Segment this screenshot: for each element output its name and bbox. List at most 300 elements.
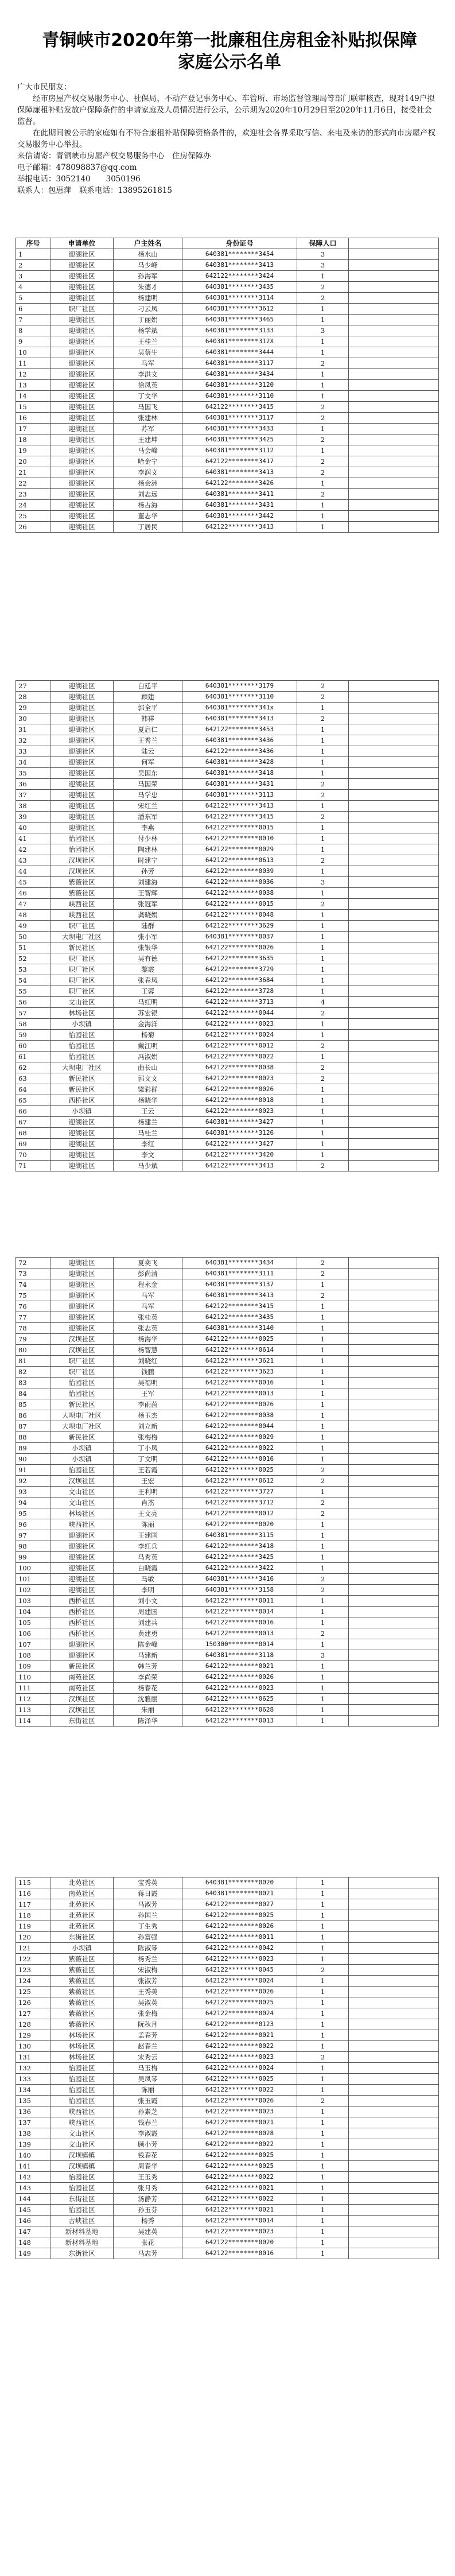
table-cell: 1: [297, 1705, 349, 1716]
table-cell: 李燕: [114, 823, 182, 833]
table-cell: 迎湖社区: [50, 1117, 114, 1128]
table-cell: 105: [16, 1617, 50, 1628]
table-cell: [349, 833, 439, 844]
table-cell: 紫薇社区: [50, 1954, 114, 1965]
table-cell: [349, 424, 439, 434]
table-cell: [349, 1921, 439, 1932]
table-row: [16, 1062, 439, 1073]
table-cell: 马军: [114, 1301, 182, 1312]
table-cell: 642122********0011: [182, 1932, 297, 1943]
table-cell: [349, 1954, 439, 1965]
table-cell: 迎湖社区: [50, 1541, 114, 1552]
table-cell: 1: [297, 336, 349, 347]
table-cell: 丁文华: [114, 391, 182, 402]
table-cell: 迎湖社区: [50, 369, 114, 380]
table-cell: 116: [16, 1888, 50, 1899]
table-cell: 81: [16, 1356, 50, 1367]
table-cell: [349, 2183, 439, 2194]
table-row: [16, 1161, 439, 1171]
table-cell: 1: [297, 910, 349, 921]
table-cell: 迎湖社区: [50, 746, 114, 757]
table-cell: 迎湖社区: [50, 1552, 114, 1563]
table-cell: 1: [297, 833, 349, 844]
table-cell: 2: [297, 855, 349, 866]
table-row: [16, 1388, 439, 1399]
table-cell: [349, 1443, 439, 1454]
table-cell: 640381********3436: [182, 735, 297, 746]
table-cell: [349, 1301, 439, 1312]
table-row: [16, 1639, 439, 1650]
table-cell: 2: [297, 1008, 349, 1019]
table-row: [16, 1095, 439, 1106]
table-cell: 吴福明: [114, 1378, 182, 1388]
table-row: [16, 1312, 439, 1323]
table-cell: 孙海军: [114, 271, 182, 282]
table-cell: 夏启仁: [114, 724, 182, 735]
table-row: [16, 1530, 439, 1541]
table-row: [16, 1030, 439, 1041]
table-cell: 642122********0038: [182, 1062, 297, 1073]
notice-paragraph-1: 经市房屋产权交易服务中心、社保局、不动产登记事务中心、车管所、市场监督管理局等部门联审核查，现对149户拟保障廉租补贴发放户保障条件的申请家庭及人员情况进行公示，公示期为2020年10月29日至2020年11月6日，接受社会监督。: [17, 94, 435, 126]
roster-table: [15, 680, 439, 1171]
table-cell: 迎湖社区: [50, 735, 114, 746]
table-cell: 新民社区: [50, 942, 114, 953]
table-row: [16, 986, 439, 997]
table-cell: 640381********3416: [182, 1574, 297, 1585]
table-cell: 144: [16, 2194, 50, 2205]
table-cell: 1: [297, 964, 349, 975]
table-cell: 58: [16, 1019, 50, 1030]
table-cell: 职厂社区: [50, 986, 114, 997]
table-cell: [349, 921, 439, 932]
table-cell: 640381********3413: [182, 467, 297, 478]
table-cell: 迎湖社区: [50, 315, 114, 325]
table-cell: 张月秀: [114, 2183, 182, 2194]
table-cell: 92: [16, 1476, 50, 1487]
table-cell: 642122********0025: [182, 1334, 297, 1345]
table-cell: 642122********0013: [182, 1628, 297, 1639]
table-cell: 迎湖社区: [50, 1128, 114, 1139]
table-cell: 李洪文: [114, 369, 182, 380]
table-cell: 夏奕飞: [114, 1258, 182, 1268]
table-cell: 迎湖社区: [50, 779, 114, 790]
table-row: [16, 1290, 439, 1301]
table-cell: [349, 2128, 439, 2139]
table-cell: [349, 2096, 439, 2106]
table-cell: [349, 801, 439, 812]
table-cell: 迎湖社区: [50, 801, 114, 812]
table-cell: [349, 768, 439, 779]
table-cell: 111: [16, 1683, 50, 1694]
table-cell: 38: [16, 801, 50, 812]
table-cell: 梁彩群: [114, 1084, 182, 1095]
table-cell: 2: [297, 2052, 349, 2063]
table-cell: 642122********0010: [182, 833, 297, 844]
table-cell: 峡西社区: [50, 2117, 114, 2128]
table-cell: 642122********0025: [182, 2161, 297, 2172]
table-cell: 14: [16, 391, 50, 402]
table-cell: 77: [16, 1312, 50, 1323]
table-row: [16, 282, 439, 293]
table-row: [16, 768, 439, 779]
table-cell: [349, 812, 439, 823]
table-cell: [349, 1421, 439, 1432]
column-header: [349, 238, 439, 249]
table-cell: 1: [297, 1694, 349, 1705]
table-cell: 1: [297, 511, 349, 522]
table-cell: 642122********0023: [182, 2226, 297, 2237]
table-row: [16, 424, 439, 434]
table-row: [16, 249, 439, 260]
table-cell: 文山社区: [50, 1498, 114, 1508]
table-cell: [349, 2139, 439, 2150]
table-row: [16, 1073, 439, 1084]
table-cell: 紫薇社区: [50, 2008, 114, 2019]
table-cell: 640381********3112: [182, 445, 297, 456]
table-cell: 642122********0014: [182, 1607, 297, 1617]
table-cell: 马国荣: [114, 779, 182, 790]
table-cell: 1: [297, 1617, 349, 1628]
table-cell: 70: [16, 1150, 50, 1161]
table-cell: 642122********0625: [182, 1694, 297, 1705]
table-cell: [349, 2172, 439, 2183]
table-cell: 杨玉杰: [114, 1410, 182, 1421]
table-cell: 杨占海: [114, 500, 182, 511]
roster-table: [15, 238, 439, 533]
table-cell: [349, 986, 439, 997]
table-cell: 迎湖社区: [50, 1301, 114, 1312]
table-row: [16, 735, 439, 746]
table-cell: 杨建明: [114, 293, 182, 304]
table-row: [16, 877, 439, 888]
table-row: [16, 271, 439, 282]
table-cell: [349, 413, 439, 424]
table-cell: 1: [297, 1279, 349, 1290]
table-cell: 642122********0016: [182, 1378, 297, 1388]
table-cell: 1: [297, 724, 349, 735]
table-cell: 迎湖社区: [50, 391, 114, 402]
table-cell: 130: [16, 2041, 50, 2052]
table-cell: 1: [297, 953, 349, 964]
table-cell: 1: [297, 932, 349, 942]
table-cell: 2: [297, 1574, 349, 1585]
table-cell: [349, 681, 439, 692]
table-cell: 1: [297, 2063, 349, 2074]
table-cell: 12: [16, 369, 50, 380]
table-cell: 1: [297, 1943, 349, 1954]
table-cell: 杨建兰: [114, 1117, 182, 1128]
table-row: [16, 2237, 439, 2248]
table-cell: 潘东军: [114, 812, 182, 823]
table-cell: 1: [297, 1399, 349, 1410]
table-cell: 王建国: [114, 1530, 182, 1541]
table-cell: 新材料基地: [50, 2237, 114, 2248]
table-cell: [349, 1454, 439, 1465]
table-cell: [349, 1617, 439, 1628]
table-cell: [349, 1410, 439, 1421]
table-cell: 迎湖社区: [50, 402, 114, 413]
table-row: [16, 1019, 439, 1030]
table-cell: 孙素芝: [114, 2106, 182, 2117]
table-cell: 怡园社区: [50, 1052, 114, 1062]
table-cell: 1: [297, 823, 349, 833]
table-cell: 2: [297, 1628, 349, 1639]
table-cell: 1: [297, 1683, 349, 1694]
table-cell: [349, 1639, 439, 1650]
table-row: [16, 801, 439, 812]
table-row: [16, 434, 439, 445]
table-cell: 2: [297, 1465, 349, 1476]
table-row: [16, 358, 439, 369]
table-cell: 642122********0025: [182, 1997, 297, 2008]
table-cell: [349, 724, 439, 735]
table-cell: 640381********3442: [182, 511, 297, 522]
table-cell: 孟春芳: [114, 2030, 182, 2041]
table-cell: [349, 1345, 439, 1356]
table-cell: 1: [297, 2194, 349, 2205]
table-cell: 64: [16, 1084, 50, 1095]
table-row: [16, 1997, 439, 2008]
table-cell: 103: [16, 1596, 50, 1607]
table-cell: [349, 1117, 439, 1128]
table-cell: [349, 997, 439, 1008]
table-cell: 642122********3729: [182, 964, 297, 975]
table-cell: 西桥社区: [50, 1617, 114, 1628]
table-cell: 1: [297, 2183, 349, 2194]
table-cell: 马玉梅: [114, 2063, 182, 2074]
table-cell: 68: [16, 1128, 50, 1139]
table-row: [16, 692, 439, 703]
table-cell: 2: [297, 1268, 349, 1279]
table-cell: 20: [16, 456, 50, 467]
table-row: [16, 1301, 439, 1312]
table-cell: 642122********0038: [182, 888, 297, 899]
table-cell: 林场社区: [50, 1508, 114, 1519]
table-cell: [349, 1530, 439, 1541]
table-row: [16, 2117, 439, 2128]
table-cell: 98: [16, 1541, 50, 1552]
table-cell: [349, 1139, 439, 1150]
table-cell: 张桂英: [114, 1312, 182, 1323]
table-row: [16, 1943, 439, 1954]
table-cell: 143: [16, 2183, 50, 2194]
table-cell: [349, 315, 439, 325]
table-cell: 642122********0048: [182, 910, 297, 921]
table-cell: 宋淑梅: [114, 1965, 182, 1976]
table-cell: 640381********3431: [182, 500, 297, 511]
table-cell: [349, 1052, 439, 1062]
table-cell: 2: [297, 899, 349, 910]
table-cell: 职厂社区: [50, 953, 114, 964]
table-cell: 1: [297, 801, 349, 812]
table-cell: 1: [297, 1672, 349, 1683]
table-cell: 林场社区: [50, 1008, 114, 1019]
table-row: [16, 1617, 439, 1628]
table-cell: 苏军: [114, 424, 182, 434]
table-cell: [349, 975, 439, 986]
table-cell: 汤静芳: [114, 2194, 182, 2205]
table-row: [16, 1672, 439, 1683]
table-row: [16, 2085, 439, 2096]
roster-table-block: [15, 238, 438, 533]
table-row: [16, 2052, 439, 2063]
table-row: [16, 1650, 439, 1661]
table-row: [16, 703, 439, 713]
table-cell: 迎湖社区: [50, 522, 114, 533]
table-header-row: [16, 238, 439, 249]
table-cell: [349, 855, 439, 866]
table-cell: 642122********0023: [182, 2052, 297, 2063]
table-cell: [349, 1899, 439, 1910]
table-cell: [349, 735, 439, 746]
table-row: [16, 1683, 439, 1694]
table-cell: 640381********3413: [182, 260, 297, 271]
table-cell: [349, 511, 439, 522]
table-cell: 642122********0044: [182, 1421, 297, 1432]
table-cell: 怡园社区: [50, 2085, 114, 2096]
table-cell: 曲长山: [114, 1062, 182, 1073]
table-cell: 642122********0021: [182, 2117, 297, 2128]
table-cell: 642122********0026: [182, 1084, 297, 1095]
table-cell: 642122********3453: [182, 724, 297, 735]
table-cell: 张小军: [114, 932, 182, 942]
table-cell: 640381********3179: [182, 681, 297, 692]
table-row: [16, 2041, 439, 2052]
table-cell: 110: [16, 1672, 50, 1683]
table-cell: 85: [16, 1399, 50, 1410]
table-cell: 642122********0028: [182, 2128, 297, 2139]
table-row: [16, 1279, 439, 1290]
table-cell: 古峡社区: [50, 2216, 114, 2226]
table-cell: 文山社区: [50, 1487, 114, 1498]
table-cell: 642122********3420: [182, 1150, 297, 1161]
table-cell: 83: [16, 1378, 50, 1388]
table-cell: 642122********0026: [182, 942, 297, 953]
table-cell: [349, 1279, 439, 1290]
table-cell: 北苑社区: [50, 1910, 114, 1921]
table-cell: 1: [297, 1954, 349, 1965]
table-cell: 146: [16, 2216, 50, 2226]
table-cell: 迎湖社区: [50, 1585, 114, 1596]
table-cell: 迎湖社区: [50, 790, 114, 801]
table-cell: 15: [16, 402, 50, 413]
table-cell: 陈金峰: [114, 1639, 182, 1650]
table-cell: [349, 467, 439, 478]
table-cell: 13: [16, 380, 50, 391]
table-cell: [349, 2248, 439, 2259]
table-cell: 东街社区: [50, 2248, 114, 2259]
table-cell: 李红: [114, 1139, 182, 1150]
table-cell: 140: [16, 2150, 50, 2161]
table-cell: 刘晓红: [114, 1356, 182, 1367]
table-cell: 642122********3436: [182, 746, 297, 757]
table-cell: [349, 1628, 439, 1639]
column-header: 申请单位: [50, 238, 114, 249]
table-cell: [349, 2106, 439, 2117]
table-cell: [349, 1932, 439, 1943]
table-row: [16, 380, 439, 391]
table-cell: [349, 899, 439, 910]
table-cell: 47: [16, 899, 50, 910]
table-row: [16, 456, 439, 467]
table-cell: 迎湖社区: [50, 500, 114, 511]
table-row: [16, 2150, 439, 2161]
table-cell: 118: [16, 1910, 50, 1921]
table-cell: 3: [16, 271, 50, 282]
table-cell: 迎湖社区: [50, 434, 114, 445]
table-cell: [349, 2237, 439, 2248]
table-cell: 怡园社区: [50, 1465, 114, 1476]
table-cell: 640381********3411: [182, 489, 297, 500]
table-cell: 145: [16, 2205, 50, 2216]
table-cell: 沈雅丽: [114, 1694, 182, 1705]
table-cell: 峡西社区: [50, 910, 114, 921]
table-cell: 1: [297, 271, 349, 282]
table-cell: 1: [297, 1888, 349, 1899]
table-cell: [349, 1987, 439, 1997]
table-cell: 马桂兰: [114, 1128, 182, 1139]
table-cell: 37: [16, 790, 50, 801]
table-cell: 徐凤英: [114, 380, 182, 391]
table-cell: 1: [297, 1432, 349, 1443]
contact-line: 联系人：包惠萍 联系电话：13895261815: [17, 186, 172, 195]
table-cell: 马敏: [114, 1574, 182, 1585]
table-cell: 紫薇社区: [50, 1976, 114, 1987]
table-cell: 131: [16, 2052, 50, 2063]
table-cell: 642122********0029: [182, 844, 297, 855]
table-cell: [349, 1976, 439, 1987]
table-cell: 134: [16, 2085, 50, 2096]
table-cell: 马军: [114, 358, 182, 369]
table-cell: 640381********3117: [182, 413, 297, 424]
table-cell: 迎湖社区: [50, 478, 114, 489]
table-row: [16, 2063, 439, 2074]
table-row: [16, 1694, 439, 1705]
table-cell: [349, 1095, 439, 1106]
table-cell: 孙国兰: [114, 1910, 182, 1921]
table-cell: 1: [297, 942, 349, 953]
table-cell: 640381********3433: [182, 424, 297, 434]
table-row: [16, 391, 439, 402]
table-cell: 642122********3684: [182, 975, 297, 986]
table-row: [16, 1258, 439, 1268]
table-cell: 127: [16, 2008, 50, 2019]
table-cell: 董志华: [114, 511, 182, 522]
table-row: [16, 681, 439, 692]
table-cell: 2: [297, 282, 349, 293]
table-row: [16, 489, 439, 500]
table-cell: 2: [297, 1585, 349, 1596]
table-cell: [349, 2161, 439, 2172]
table-cell: 642122********0021: [182, 2183, 297, 2194]
table-cell: 640381********0020: [182, 1877, 297, 1888]
table-cell: [349, 1367, 439, 1378]
table-cell: 1: [297, 1987, 349, 1997]
table-cell: [349, 888, 439, 899]
table-cell: 汉坝社区: [50, 1345, 114, 1356]
table-cell: 紫薇社区: [50, 1987, 114, 1997]
table-cell: 吴国东: [114, 768, 182, 779]
table-cell: 640381********3427: [182, 1117, 297, 1128]
table-cell: 113: [16, 1705, 50, 1716]
table-cell: 迎湖社区: [50, 1161, 114, 1171]
table-cell: 西桥社区: [50, 1607, 114, 1617]
table-cell: [349, 1150, 439, 1161]
table-cell: 1: [297, 522, 349, 533]
table-cell: 66: [16, 1106, 50, 1117]
table-cell: [349, 304, 439, 315]
table-cell: 22: [16, 478, 50, 489]
